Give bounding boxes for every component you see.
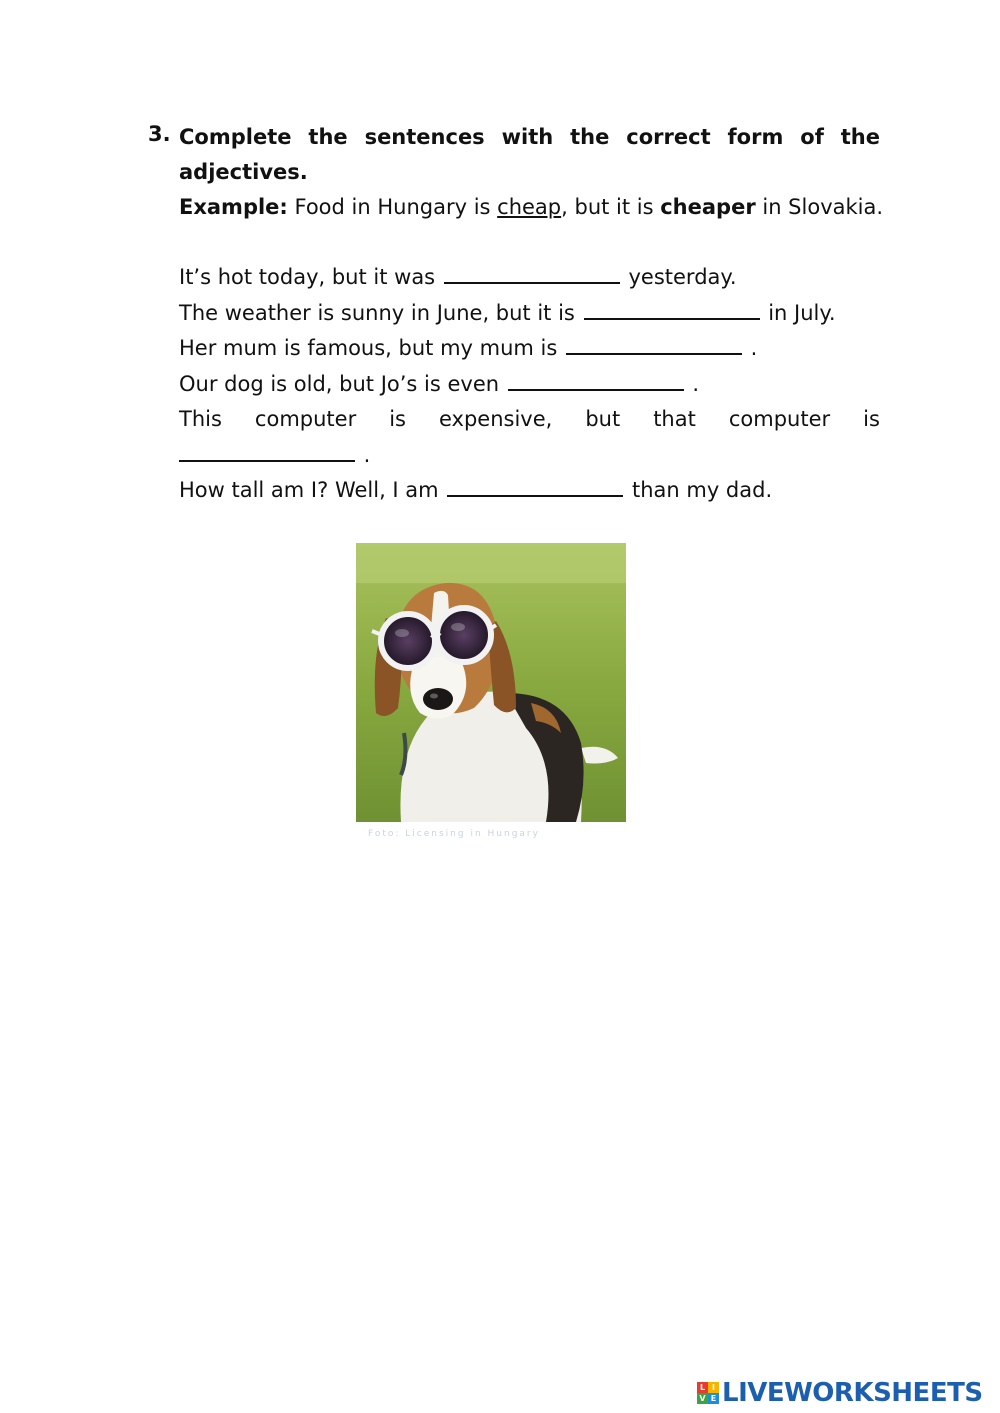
logo-mark-i: I	[708, 1382, 719, 1393]
photo-credit: Foto: Licensing in Hungary	[368, 829, 540, 839]
liveworksheets-logo[interactable]	[697, 1376, 983, 1410]
sentence-text: .	[357, 442, 371, 467]
beagle-with-sunglasses-icon	[356, 543, 626, 822]
sentence-5-line-1	[179, 402, 880, 438]
example-text: , but it is	[561, 195, 661, 219]
sentence-5-line-2	[179, 438, 880, 474]
answer-blank-6[interactable]	[447, 475, 623, 497]
answer-blank-5[interactable]	[179, 440, 355, 462]
example-sentence	[179, 190, 884, 225]
sentence-text: It’s hot today, but it was	[179, 265, 442, 289]
sentence-word: This	[179, 407, 222, 431]
sentence-text: than my dad.	[625, 478, 773, 502]
sentence-text: yesterday.	[621, 265, 737, 289]
logo-mark-e: E	[708, 1393, 719, 1404]
logo-wordmark: LIVEWORKSHEETS	[722, 1378, 983, 1408]
instruction	[179, 120, 880, 190]
instruction-line-1: Complete the sentences with the correct form of the	[179, 125, 880, 149]
sentence-word: is	[389, 407, 406, 431]
example-text: in Slovakia.	[755, 195, 884, 219]
sentence-word: is	[863, 407, 880, 431]
sentence-text: Her mum is famous, but my mum is	[179, 336, 564, 360]
sentence-word: expensive,	[438, 407, 553, 431]
example-base-adjective: cheap	[497, 195, 562, 219]
answer-blank-3[interactable]	[566, 333, 742, 355]
beagle-sunglasses-photo	[356, 543, 626, 822]
sentence-4	[179, 367, 880, 403]
sentence-word: that	[653, 407, 696, 431]
sentence-word: but	[585, 407, 621, 431]
answer-blank-2[interactable]	[584, 298, 760, 320]
example-label: Example:	[179, 195, 288, 219]
sentence-6	[179, 473, 880, 509]
sentence-text: How tall am I? Well, I am	[179, 478, 446, 502]
liveworksheets-logo-icon	[697, 1382, 719, 1404]
logo-mark-v: V	[697, 1393, 708, 1404]
sentence-2	[179, 296, 880, 332]
sentence-text: Our dog is old, but Jo’s is even	[179, 371, 506, 396]
answer-blank-4[interactable]	[508, 369, 684, 391]
sentence-text: The weather is sunny in June, but it is	[179, 300, 582, 325]
exercise-block	[148, 120, 884, 509]
sentence-word: computer	[254, 407, 357, 431]
sentence-text: .	[744, 336, 758, 360]
sentence-word: computer	[728, 407, 831, 431]
sentence-1	[179, 260, 880, 296]
example-text: Food in Hungary is	[287, 195, 498, 219]
example-comparative: cheaper	[660, 195, 756, 219]
sentence-text: .	[685, 371, 700, 396]
sentence-text: in July.	[761, 300, 836, 325]
sentence-3	[179, 331, 880, 367]
answer-blank-1[interactable]	[444, 262, 620, 284]
sentence-list	[179, 260, 880, 509]
exercise-number: 3.	[148, 122, 171, 146]
logo-mark-l: L	[697, 1382, 708, 1393]
instruction-line-2: adjectives.	[179, 160, 308, 184]
